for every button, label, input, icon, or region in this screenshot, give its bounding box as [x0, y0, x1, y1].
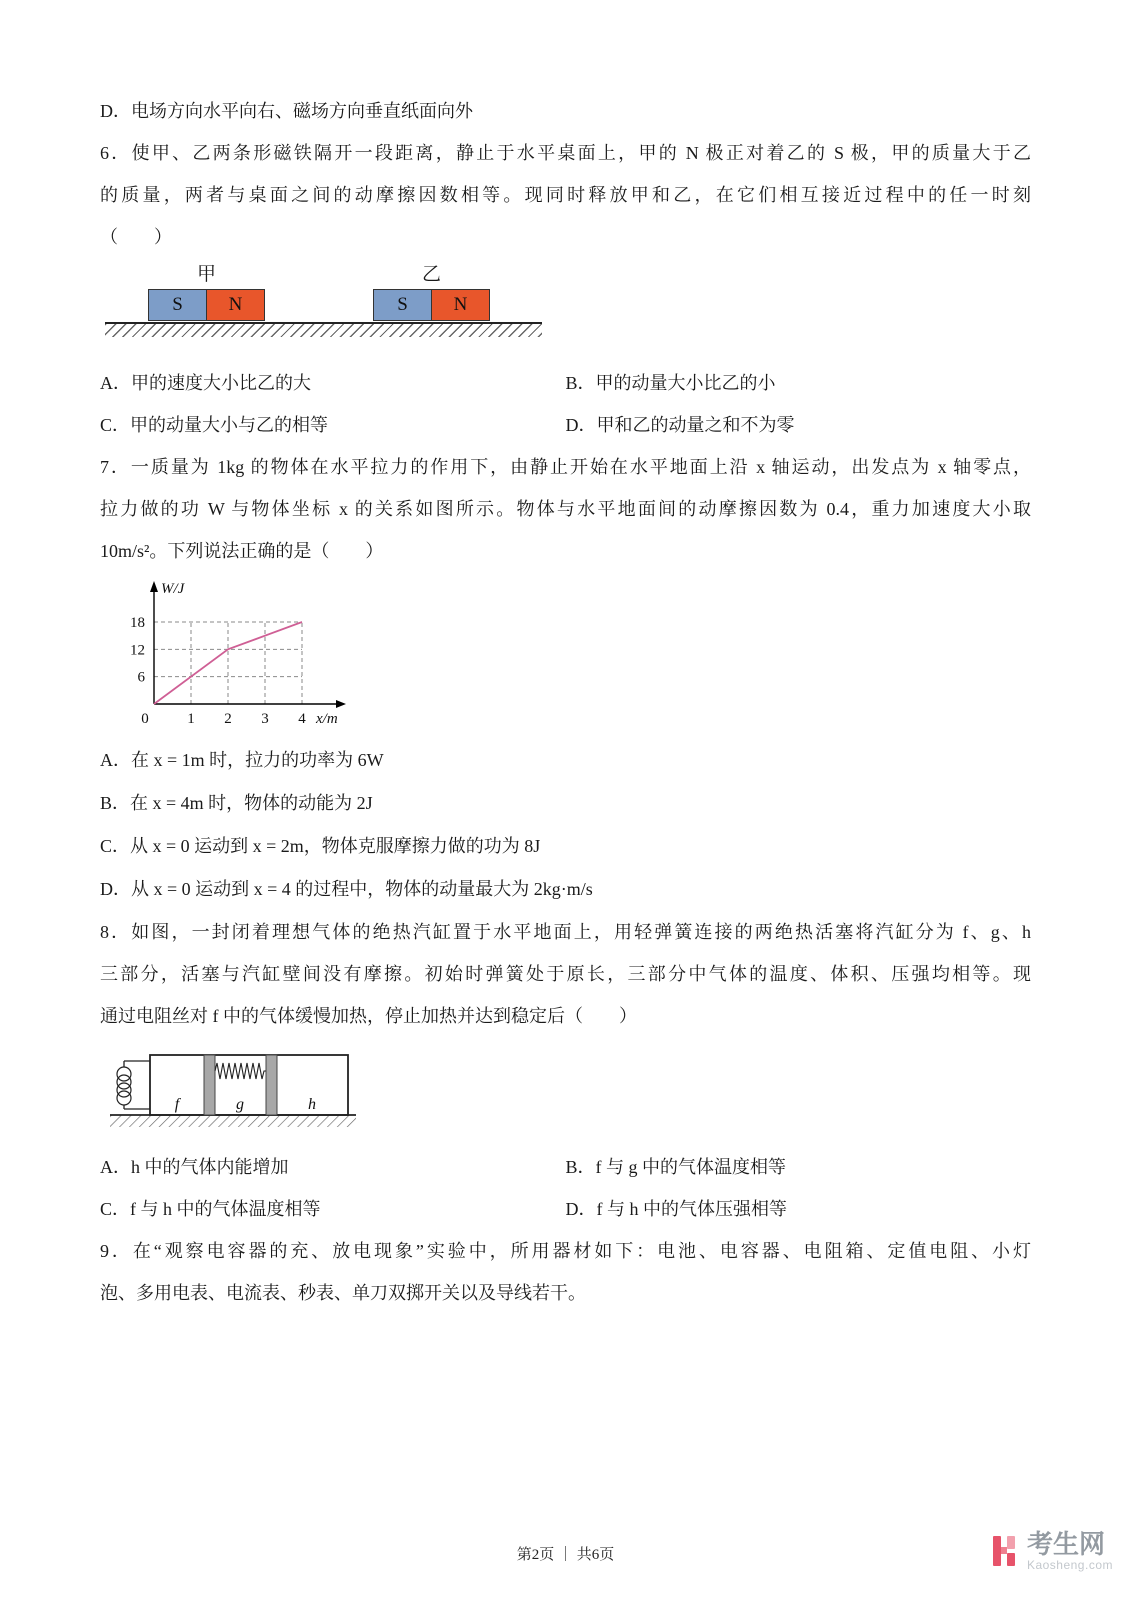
q7-option-a: A．在 x = 1m 时，拉力的功率为 6W: [100, 750, 384, 770]
kaosheng-watermark: [990, 1528, 1113, 1572]
option-d-text: D．电场方向水平向右、磁场方向垂直纸面向外: [100, 101, 473, 121]
q6-option-c: C．甲的动量大小与乙的相等: [100, 415, 329, 435]
question-line: 10m/s²。下列说法正确的是（ ）: [100, 541, 384, 561]
resistor-coil-icon: [117, 1067, 131, 1105]
q6-options: [100, 362, 1031, 446]
ground-hatching: [110, 1115, 356, 1127]
question-6-text: [100, 132, 1031, 258]
w-x-graph: [108, 576, 408, 732]
page-content: [100, 90, 1031, 1314]
q7-option-b: B．在 x = 4m 时，物体的动能为 2J: [100, 793, 373, 813]
kaosheng-logo-icon: [990, 1533, 1020, 1569]
q6-option-d: D．甲和乙的动量之和不为零: [565, 415, 795, 435]
question-line: 拉力做的功 W 与物体坐标 x 的关系如图所示。物体与水平地面间的动摩擦因数为 0.4，重力加速度大小取: [100, 499, 1031, 519]
watermark-site-name: 考生网: [1026, 1528, 1105, 1559]
magnet-yi: [373, 289, 490, 321]
question-line: 8．如图，一封闭着理想气体的绝热汽缸置于水平地面上，用轻弹簧连接的两绝热活塞将汽缸分为 f、g、h: [100, 922, 1031, 942]
south-pole: S: [148, 289, 206, 321]
question-line: 通过电阻丝对 f 中的气体缓慢加热，停止加热并达到稳定后（ ）: [100, 1006, 637, 1026]
ground-hatching: [105, 324, 542, 337]
svg-text:3: 3: [261, 711, 269, 727]
north-pole: N: [431, 289, 490, 321]
table-surface: [105, 322, 542, 337]
question-line: 6．使甲、乙两条形磁铁隔开一段距离，静止于水平桌面上，甲的 N 极正对着乙的 S 极，甲的质量大于乙: [100, 143, 1031, 163]
question-9-text: [100, 1230, 1031, 1314]
section-g-label: g: [236, 1096, 244, 1113]
cylinder-wall: [150, 1055, 348, 1115]
q7-option-c: C．从 x = 0 运动到 x = 2m，物体克服摩擦力做的功为 8J: [100, 836, 541, 856]
piston-left: [204, 1055, 215, 1115]
watermark-domain: Kaosheng.com: [1026, 1558, 1113, 1572]
question-8-text: [100, 911, 1031, 1037]
watermark-text: [1026, 1528, 1113, 1572]
gas-cylinder-diagram: [104, 1043, 374, 1135]
north-pole: N: [206, 289, 265, 321]
question-line: 三部分，活塞与汽缸壁间没有摩擦。初始时弹簧处于原长，三部分中气体的温度、体积、压强均相等。现: [100, 964, 1031, 984]
question-line: （ ）: [100, 227, 172, 247]
q8-options: [100, 1146, 1031, 1230]
magnet-jia: [148, 289, 265, 321]
svg-text:4: 4: [298, 711, 306, 727]
piston-right: [266, 1055, 277, 1115]
q6-option-b: B．甲的动量大小比乙的小: [565, 373, 776, 393]
cylinder-figure: [104, 1043, 1031, 1140]
svg-text:18: 18: [130, 615, 145, 631]
q6-option-a: A．甲的速度大小比乙的大: [100, 373, 311, 393]
magnet-jia-label: 甲: [196, 264, 216, 285]
section-f-label: f: [174, 1096, 180, 1113]
question-line: 7．一质量为 1kg 的物体在水平拉力的作用下，由静止开始在水平地面上沿 x 轴运动，出发点为 x 轴零点，: [100, 457, 1031, 477]
q8-option-c: C．f 与 h 中的气体温度相等: [100, 1199, 321, 1219]
spring-icon: [215, 1063, 266, 1079]
q7-options: [100, 739, 1031, 911]
magnet-figure: [100, 262, 1031, 352]
south-pole: S: [373, 289, 431, 321]
q8-option-b: B．f 与 g 中的气体温度相等: [565, 1157, 786, 1177]
svg-text:2: 2: [224, 711, 232, 727]
q8-option-a: A．h 中的气体内能增加: [100, 1157, 289, 1177]
question-line: 泡、多用电表、电流表、秒表、单刀双掷开关以及导线若干。: [100, 1283, 586, 1303]
w-x-graph-figure: [108, 576, 1031, 737]
svg-text:12: 12: [130, 642, 145, 659]
question-5-option-d: [100, 90, 1031, 132]
svg-text:0: 0: [141, 711, 149, 727]
question-line: 9．在“观察电容器的充、放电现象”实验中，所用器材如下：电池、电容器、电阻箱、定值电阻、小灯: [100, 1241, 1031, 1261]
svg-text:x/m: x/m: [316, 711, 338, 727]
svg-text:1: 1: [187, 711, 195, 727]
magnet-yi-label: 乙: [421, 264, 441, 285]
svg-text:W/J: W/J: [161, 581, 185, 597]
q8-option-d: D．f 与 h 中的气体压强相等: [565, 1199, 787, 1219]
q7-option-d: D．从 x = 0 运动到 x = 4 的过程中，物体的动量最大为 2kg·m/s: [100, 879, 593, 899]
question-line: 的质量，两者与桌面之间的动摩擦因数相等。现同时释放甲和乙，在它们相互接近过程中的任一时刻: [100, 185, 1031, 205]
section-h-label: h: [308, 1096, 316, 1113]
page-footer: 第2页 ｜ 共6页: [516, 1547, 615, 1563]
svg-text:6: 6: [137, 669, 145, 686]
question-7-text: [100, 446, 1031, 572]
